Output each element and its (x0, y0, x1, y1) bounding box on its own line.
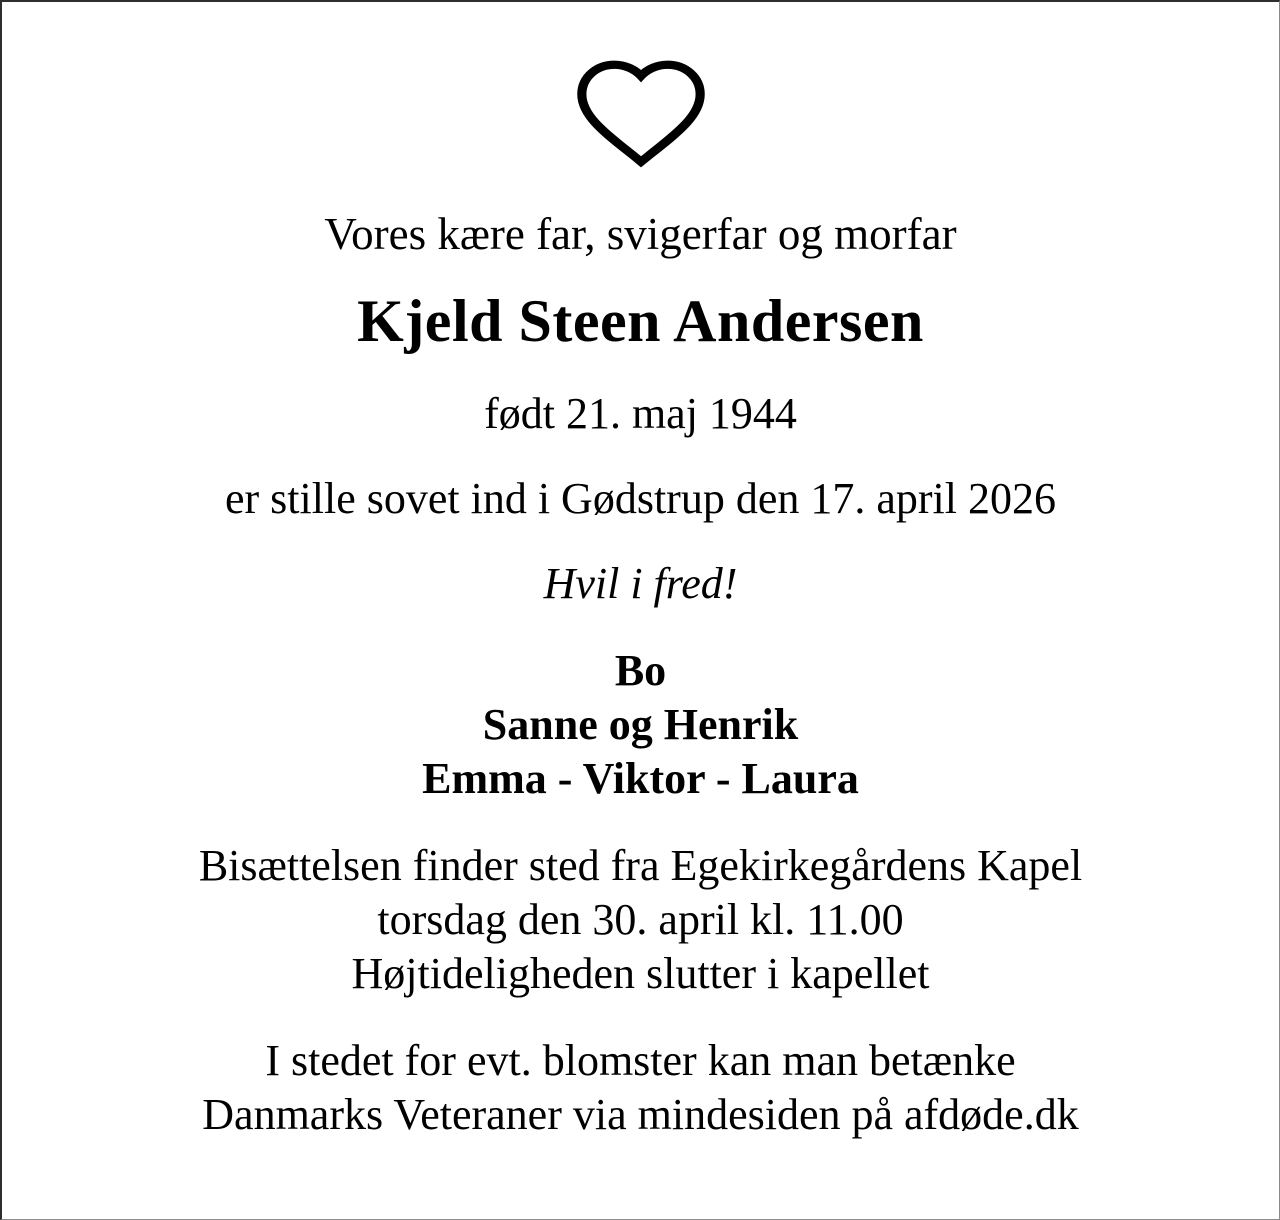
deceased-name: Kjeld Steen Andersen (357, 288, 924, 354)
family-line: Bo (614, 646, 667, 695)
flowers-line: Danmarks Veteraner via mindesiden på afdøde.dk (202, 1090, 1079, 1139)
born-line: født 21. maj 1944 (484, 389, 797, 438)
family-line: Emma - Viktor - Laura (422, 754, 859, 803)
family-names (2, 644, 1279, 806)
death-line: er stille sovet ind i Gødstrup den 17. april 2026 (225, 474, 1056, 523)
flowers-line: I stedet for evt. blomster kan man betænke (265, 1036, 1016, 1085)
ceremony-line: Bisættelsen finder sted fra Egekirkegårdens Kapel (198, 841, 1083, 890)
intro-line: Vores kære far, svigerfar og morfar (324, 209, 957, 259)
ceremony-line: Højtideligheden slutter i kapellet (351, 949, 930, 998)
ceremony-line: torsdag den 30. april kl. 11.00 (377, 895, 904, 944)
ceremony-info (2, 839, 1279, 1001)
heart-icon (2, 2, 1279, 172)
farewell-line: Hvil i fred! (543, 559, 738, 608)
flowers-info (2, 1034, 1279, 1142)
family-line: Sanne og Henrik (482, 700, 799, 749)
